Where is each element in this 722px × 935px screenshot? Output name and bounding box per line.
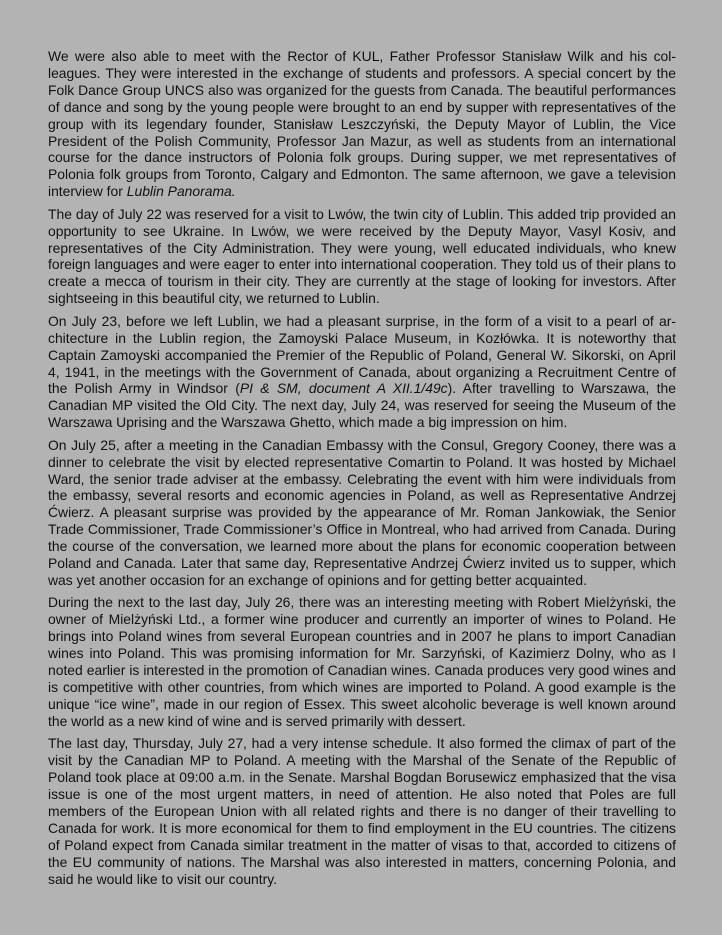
paragraph-senate-meeting: [48, 735, 676, 887]
paragraph-text: ). After travelling to Warszawa, the Canadian MP visited the Old City. The next day, July 24, was reserved for seeing the Museum of the Warszawa Uprising and the Warszawa Ghetto, which made a big impression on him.: [48, 380, 676, 431]
paragraph-italic-title: Lublin Panorama.: [126, 183, 236, 200]
paragraph-text: The last day, Thursday, July 27, had a very intense schedule. It also formed the climax of part of the visit by the Canadian MP to Poland. A meeting with the Marshal of the Senate of the Republic of Poland took place at 09:00 a.m. in the Senate. Marshal Bogdan Borusewicz emphasized that the visa issue is one of the most urgent matters, in need of attention. He also noted that Poles are full members of the European Union with all related rights and there is no danger of their travelling to Canada for work. It is more economical for them to find employment in the EU countries. The citizens of Poland expect from Canada similar treatment in the matter of visas to that, accorded to citizens of the EU community of nations. The Marshal was also interested in matters, concerning Polonia, and said he would like to visit our country.: [48, 735, 676, 887]
paragraph-text: We were also able to meet with the Rector of KUL, Father Professor Stanisław Wilk and his colleagues. They were interested in the exchange of students and professors. A special concert by the Folk Dance Group UNCS also was organized for the guests from Canada. The beautiful performances of dance and song by the young people were brought to an end by supper with representatives of the group with its legendary founder, Stanisław Leszczyński, the Deputy Mayor of Lublin, the Vice President of the Polish Community, Professor Jan Mazur, as well as students from an international course for the dance instructors of Polonia folk groups. During supper, we met representatives of Polonia folk groups from Toronto, Calgary and Edmonton. The same afternoon, we gave a television interview for: [48, 48, 676, 200]
paragraph-kozlowka-visit: [48, 313, 676, 431]
paragraph-text: On July 23, before we left Lublin, we had a pleasant surprise, in the form of a visit to a pearl of architecture in the Lublin region, the Zamoyski Palace Museum, in Kozłówka. It is noteworthy that Captain Zamoyski accompanied the Premier of the Republic of Poland, General W. Sikorski, on April 4, 1941, in the meetings with the Government of Canada, about organizing a Recruitment Centre of the Polish Army in Windsor (: [48, 312, 676, 397]
paragraph-text: On July 25, after a meeting in the Canadian Embassy with the Consul, Gregory Cooney, there was a dinner to celebrate the visit by elected representative Comartin to Poland. It was hosted by Michael Ward, the senior trade adviser at the embassy. Celebrating the event with him were individuals from the embassy, several resorts and economic agencies in Poland, as well as Representative Andrzej Ćwierz. A pleasant surprise was provided by the appearance of Mr. Roman Jankowiak, the Senior Trade Commissioner, Trade Commissioner’s Office in Montreal, who had arrived from Canada. During the course of the conversation, we learned more about the plans for economic cooperation between Poland and Canada. Later that same day, Representative Andrzej Ćwierz invited us to supper, which was yet another occasion for an exchange of opinions and for getting better acquainted.: [48, 436, 676, 588]
paragraph-wine-meeting: [48, 594, 676, 729]
paragraph-embassy-dinner: [48, 437, 676, 589]
document-page: [48, 48, 676, 887]
paragraph-text: During the next to the last day, July 26, there was an interesting meeting with Robert Mielżyński, the owner of Mielżyński Ltd., a former wine producer and currently an importer of wines to Poland. He brings into Poland wines from several European countries and in 2007 he plans to import Canadian wines into Poland. This was promising information for Mr. Sarzyński, of Kazimierz Dolny, who as I noted earlier is interested in the promotion of Canadian wines. Canada produces very good wines and is competitive with other countries, from which wines are imported to Poland. A good example is the unique “ice wine”, made in our region of Essex. This sweet alcoholic beverage is well known around the world as a new kind of wine and is served primarily with dessert.: [48, 594, 676, 729]
paragraph-kul-visit: [48, 48, 676, 200]
paragraph-text: The day of July 22 was reserved for a visit to Lwów, the twin city of Lublin. This added trip provided an opportunity to see Ukraine. In Lwów, we were received by the Deputy Mayor, Vasyl Kosiv, and representatives of the City Administration. They were young, well educated individuals, who knew foreign languages and were eager to enter into international cooperation. They told us of their plans to create a mecca of tourism in their city. They are currently at the stage of looking for investors. After sightseeing in this beautiful city, we returned to Lublin.: [48, 205, 676, 307]
paragraph-lwow-visit: [48, 206, 676, 307]
paragraph-italic-reference: PI & SM, document A XII.1/49c: [239, 380, 448, 397]
